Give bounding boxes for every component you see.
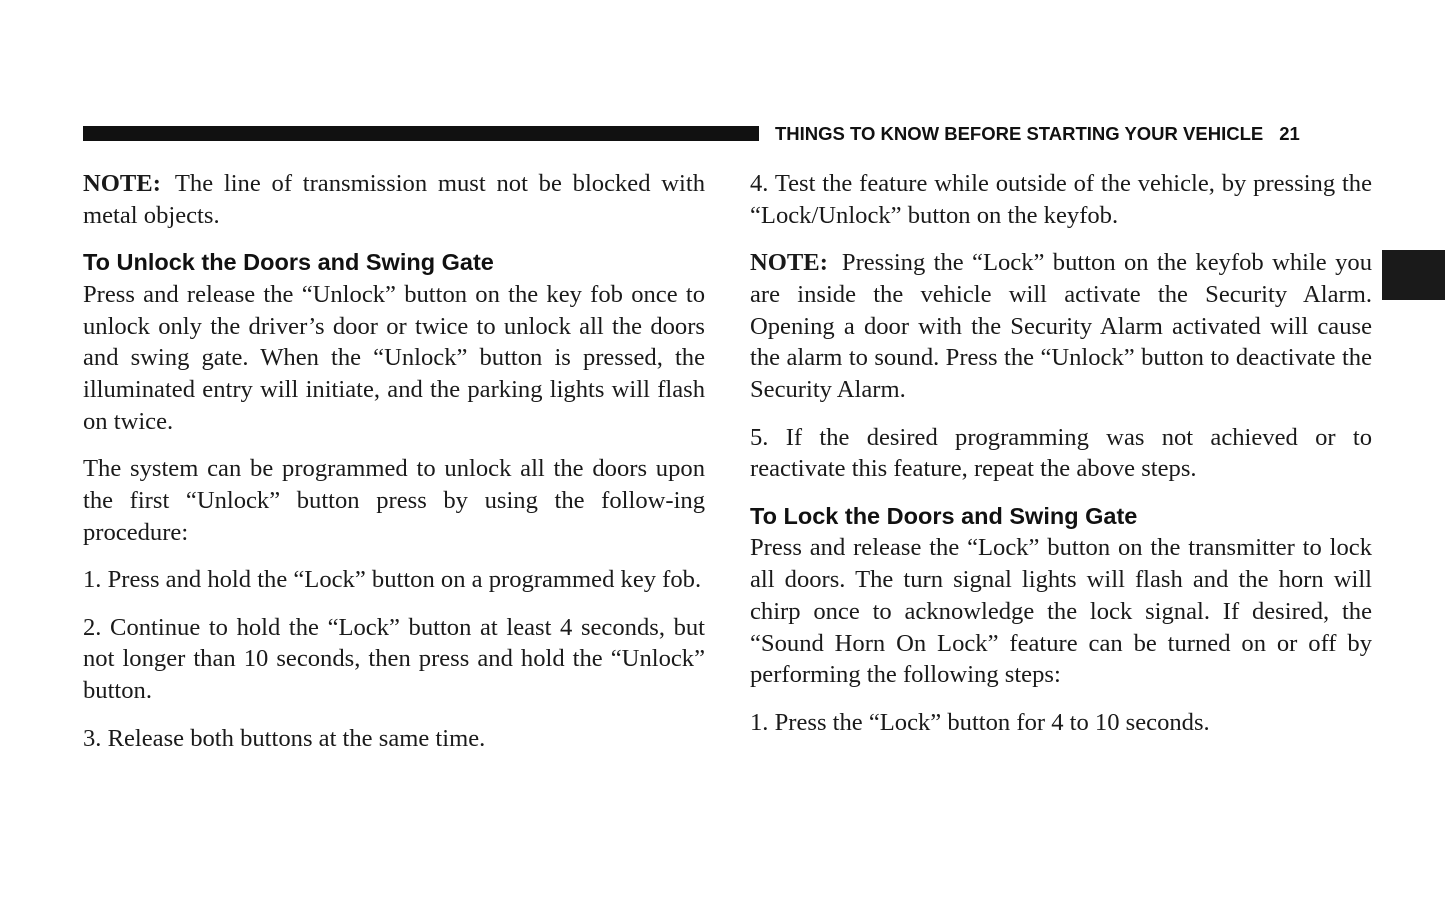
unlock-paragraph: Press and release the “Unlock” button on the key fob once to unlock only the driver’s door or twice to unlock all the doors and swing gate. When the “Unlock” button is pressed, the illuminated entry will initiate, and the parking lights will flash on twice.: [83, 280, 705, 435]
header-rule: [83, 126, 759, 141]
step-4: 4. Test the feature while outside of the vehicle, by pressing the “Lock/Unlock” button on the keyfob.: [750, 170, 1372, 229]
running-header: [775, 122, 1300, 146]
lock-paragraph: Press and release the “Lock” button on the transmitter to lock all doors. The turn signal lights will flash and the horn will chirp once to acknowledge the lock signal. If desired, the “Sound Horn On Lock” feature can be turned on or off by performing the following steps:: [750, 534, 1372, 689]
step-1: 1. Press and hold the “Lock” button on a programmed key fob.: [83, 566, 702, 594]
note-label: NOTE:: [83, 170, 161, 197]
note-paragraph: [83, 168, 705, 231]
section-title: THINGS TO KNOW BEFORE STARTING YOUR VEHICLE: [775, 123, 1264, 144]
lock-heading: To Lock the Doors and Swing Gate: [750, 502, 1138, 529]
page-number: 21: [1279, 123, 1300, 144]
note-text: The line of transmission must not be blocked with metal objects.: [83, 170, 705, 229]
step-5: 5. If the desired programming was not achieved or to reactivate this feature, repeat the above steps.: [750, 423, 1372, 483]
program-paragraph: The system can be programmed to unlock all the doors upon the first “Unlock” button press by using the follow-ing procedure:: [83, 455, 705, 546]
unlock-heading: To Unlock the Doors and Swing Gate: [83, 249, 494, 276]
section-thumb-tab: [1382, 250, 1445, 300]
left-column: [83, 168, 705, 770]
step-2: 2. Continue to hold the “Lock” button at least 4 seconds, but not longer than 10 seconds, then press and hold the “Unlock” button.: [83, 613, 705, 705]
lock-step-1: 1. Press the “Lock” button for 4 to 10 seconds.: [750, 708, 1210, 736]
step-3: 3. Release both buttons at the same time.: [83, 724, 486, 752]
note-label: NOTE:: [750, 249, 828, 277]
note-text: Pressing the “Lock” button on the keyfob while you are inside the vehicle will activate the Security Alarm. Opening a door with the Security Alarm activated will cause the alarm to sound. Press the “Unlock” button to deactivate the Security Alarm.: [750, 249, 1372, 404]
note-paragraph: [750, 247, 1372, 406]
right-column: [750, 168, 1372, 754]
